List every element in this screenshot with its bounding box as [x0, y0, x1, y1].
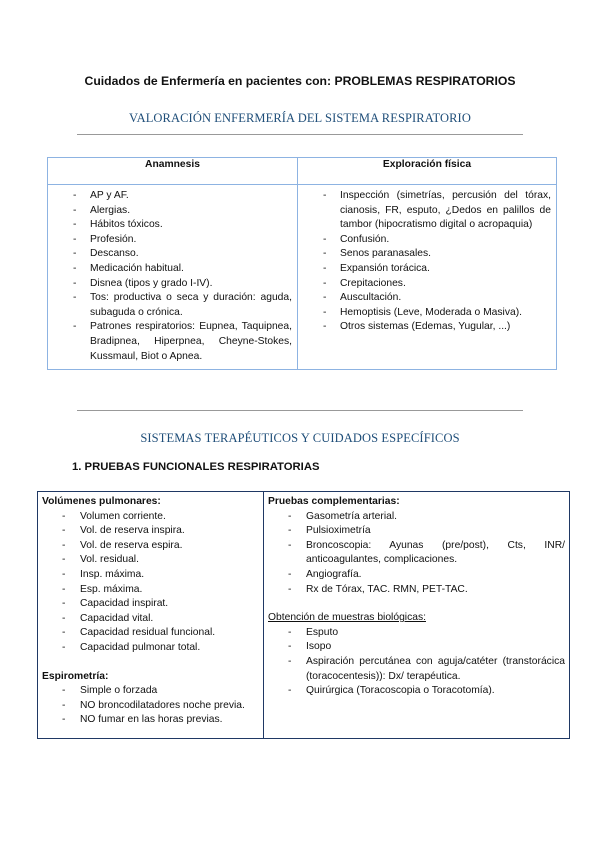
exploracion-list [303, 189, 551, 335]
tests-title: Pruebas complementarias: [268, 496, 400, 507]
spirometry-list [42, 684, 259, 728]
list-item: - Pulsioximetría [268, 524, 565, 539]
list-item: - Expansión torácica. [303, 262, 551, 277]
list-item: - Angiografía. [268, 568, 565, 583]
exploracion-cell [298, 185, 557, 370]
tests-list [268, 510, 565, 598]
list-item: - Gasometría arterial. [268, 510, 565, 525]
list-item: - Capacidad inspirat. [42, 597, 259, 612]
list-item: - Otros sistemas (Edemas, Yugular, ...) [303, 320, 551, 335]
volumes-list [42, 510, 259, 656]
spirometry-title: Espirometría: [42, 670, 109, 682]
list-item: - Hábitos tóxicos. [53, 218, 292, 233]
list-item: - Hemoptisis (Leve, Moderada o Masiva). [303, 306, 551, 321]
list-item: - Vol. residual. [42, 553, 259, 568]
list-item: - Simple o forzada [42, 684, 259, 699]
list-item: - Esp. máxima. [42, 583, 259, 598]
list-item: - Broncoscopia: Ayunas (pre/post), Cts, INR/ anticoagulantes, complicaciones. [268, 539, 565, 568]
list-item: - Descanso. [53, 247, 292, 262]
section-heading-valoracion: VALORACIÓN ENFERMERÍA DEL SISTEMA RESPIRATORIO [129, 111, 471, 125]
list-item: - Auscultación. [303, 291, 551, 306]
list-item: - Aspiración percutánea con aguja/catéter (transtorácica (toracocentesis)): Dx/ terapéutica. [268, 655, 565, 684]
samples-title: Obtención de muestras biológicas: [268, 612, 426, 624]
list-item: - Patrones respiratorios: Eupnea, Taquipnea, Bradipnea, Hiperpnea, Cheyne-Stokes, Kussmaul, Biot o Apnea. [53, 320, 292, 364]
list-item: - NO fumar en las horas previas. [42, 713, 259, 728]
list-item: - Quirúrgica (Toracoscopia o Toracotomía). [268, 684, 565, 699]
list-item: - Confusión. [303, 233, 551, 248]
list-item: - Crepitaciones. [303, 277, 551, 292]
exploracion-header: Exploración física [298, 158, 557, 185]
list-item: - Capacidad vital. [42, 612, 259, 627]
list-item: - Isopo [268, 640, 565, 655]
left-cell [38, 492, 264, 739]
section-item-title: 1. PRUEBAS FUNCIONALES RESPIRATORIAS [72, 461, 320, 473]
list-item: - NO broncodilatadores noche previa. [42, 699, 259, 714]
list-item: - Disnea (tipos y grado I-IV). [53, 277, 292, 292]
volumes-title: Volúmenes pulmonares: [42, 496, 161, 507]
list-item: - Medicación habitual. [53, 262, 292, 277]
list-item: - Esputo [268, 626, 565, 641]
assessment-table [47, 157, 557, 370]
list-item: - Alergias. [53, 204, 292, 219]
list-item: - Tos: productiva o seca y duración: aguda, subaguda o crónica. [53, 291, 292, 320]
divider [77, 134, 523, 135]
divider [77, 410, 523, 411]
list-item: - Capacidad pulmonar total. [42, 641, 259, 656]
list-item: - Inspección (simetrías, percusión del tórax, cianosis, FR, esputo, ¿Dedos en palillos de tambor (hipocratismo digital o acropaquia) [303, 189, 551, 233]
list-item: - Vol. de reserva inspira. [42, 524, 259, 539]
samples-list [268, 626, 565, 699]
list-item: - Vol. de reserva espira. [42, 539, 259, 554]
list-item: - Insp. máxima. [42, 568, 259, 583]
list-item: - Profesión. [53, 233, 292, 248]
list-item: - AP y AF. [53, 189, 292, 204]
right-cell [264, 492, 570, 739]
anamnesis-list [53, 189, 292, 364]
list-item: - Senos paranasales. [303, 247, 551, 262]
anamnesis-header: Anamnesis [48, 158, 298, 185]
functional-tests-table [37, 491, 570, 739]
list-item: - Volumen corriente. [42, 510, 259, 525]
document-title: Cuidados de Enfermería en pacientes con: PROBLEMAS RESPIRATORIOS [84, 74, 516, 88]
list-item: - Capacidad residual funcional. [42, 626, 259, 641]
section-heading-sistemas: SISTEMAS TERAPÉUTICOS Y CUIDADOS ESPECÍFICOS [140, 431, 460, 445]
anamnesis-cell [48, 185, 298, 370]
list-item: - Rx de Tórax, TAC. RMN, PET-TAC. [268, 583, 565, 598]
